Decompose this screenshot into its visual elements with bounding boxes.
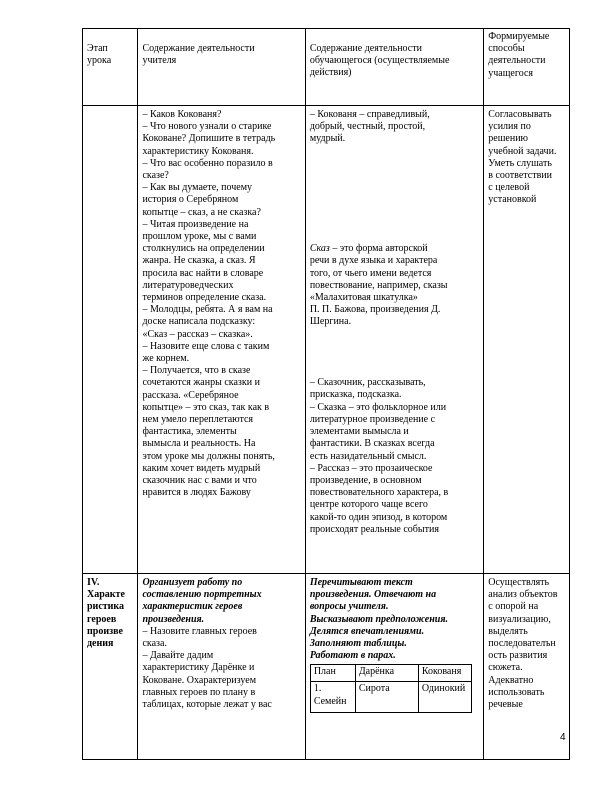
teacher-cell [138, 574, 305, 760]
teacher-text [142, 626, 300, 711]
text-line: главных героев по плану в [142, 686, 256, 698]
header-teacher: Содержание деятельности учителя [138, 29, 305, 106]
text-line: Коковане. Охарактеризуем [142, 674, 257, 686]
text-line: какой-то один эпизод, в котором [309, 511, 448, 523]
text-line: использовать [488, 686, 545, 698]
text-line: прошлом уроке, мы с вами [142, 231, 257, 243]
text-line: – Что вас особенно поразило в [142, 157, 273, 169]
text-line: вопросы учителя. [309, 601, 389, 613]
text-line: фантастика, элементы [142, 426, 237, 438]
lesson-plan-table [82, 28, 570, 760]
stage-cell [83, 574, 138, 760]
skills-text [488, 109, 565, 207]
page-number: 4 [560, 732, 566, 743]
text-line: произве [87, 625, 123, 637]
header-stage: Этап урока [83, 29, 138, 106]
text-line: Шергина. [309, 316, 352, 328]
skills-cell [484, 106, 570, 574]
text-line: этом уроке мы должны понять, [142, 450, 275, 462]
text-line: – Кокованя – справедливый, [309, 109, 430, 120]
text-line: таблицах, которые лежат у вас [142, 699, 272, 711]
text-line: анализ объектов [488, 589, 558, 601]
term-skaz: Сказ [309, 243, 330, 255]
text-line: «Малахитовая шкатулка» [309, 291, 418, 303]
stage-label [87, 577, 133, 650]
student-text-definitions [310, 377, 479, 536]
text-line: нравится в людях Бажову [142, 487, 251, 499]
table-row [83, 106, 570, 574]
text-line: ристика [87, 601, 125, 613]
text-line: есть назидательный смысл. [309, 450, 427, 462]
text-line: характеристику Дарёнке и [142, 662, 255, 674]
text-line: – Назовите еще слова с таким [142, 340, 270, 352]
text-line: Уметь слушать [488, 157, 552, 169]
text-line: сочетаются жанры сказки и [142, 377, 260, 389]
student-cell [305, 574, 483, 760]
col-darenka: Дарёнка [355, 665, 418, 682]
text-line: сюжета. [488, 662, 523, 674]
text-line: героев [87, 613, 117, 625]
cell-plan: 1. Семейн [310, 682, 355, 713]
text-line: Характе [87, 589, 125, 601]
text-line: рассказа. «Серебряное [142, 389, 239, 401]
text-line: IV. [87, 577, 100, 588]
text-line: – Читая произведение на [142, 218, 249, 230]
text-line: – Молодцы, ребята. А я вам на [142, 304, 273, 316]
text-line: сказе? [142, 170, 169, 182]
text-line: учебной задачи. [488, 145, 557, 157]
text-line: – Получается, что в сказе [142, 365, 251, 377]
table-row [83, 574, 570, 760]
text-line: нем умело переплетаются [142, 414, 254, 426]
text-line: Перечитывают текст [309, 577, 413, 588]
text-line: повествование, например, сказы [309, 279, 448, 291]
text-line: Согласовывать [488, 109, 552, 120]
teacher-text [142, 109, 300, 500]
student-cell [305, 106, 483, 574]
text-line: – Назовите главных героев [142, 625, 257, 637]
text-line: дения [87, 638, 114, 650]
text-line: – Давайте дадим [142, 650, 214, 662]
stage-cell [83, 106, 138, 574]
text-line: усилия по [488, 121, 531, 133]
text-line: просила вас найти в словаре [142, 267, 264, 279]
text-line: столкнулись на определении [142, 243, 265, 255]
text-line: Делятся впечатлениями. [309, 625, 425, 637]
text-line: характеристику Кокованя. [142, 145, 254, 157]
text-line: сказа. [142, 638, 167, 650]
text-line: речевые [488, 699, 523, 711]
text-line: того, от чьего имени ведется [309, 267, 432, 279]
text-line: Организует работу по [142, 577, 243, 588]
characteristics-table-row [310, 682, 471, 713]
text-line: Адекватно [488, 674, 534, 686]
student-text-skaz-definition: Сказ – это форма авторской речи в духе языка и характера того, от чьего имени ведется повествование, например, сказы «Малахитовая шкатулка» П. П. Бажова, произведения Д. Шергина. [310, 243, 479, 328]
text-line: Высказывают предположения. [309, 613, 448, 625]
text-line: – Как вы думаете, почему [142, 182, 253, 194]
text-line: в соответствии [488, 170, 552, 182]
text-line: фантастики. В сказках всегда [309, 438, 435, 450]
text-line: с целевой [488, 182, 530, 194]
text-line: сказочник нас с вами и что [142, 475, 257, 487]
text-line: ость развития [488, 650, 548, 662]
header-student: Содержание деятельности обучающегося (осуществляемые действия) [305, 29, 483, 106]
table-header-row [83, 29, 570, 106]
header-skills: Формируемые способы деятельности учащегося [484, 29, 570, 106]
text-line: происходят реальные события [309, 523, 439, 535]
text-line: копытце – сказ, а не сказка? [142, 206, 261, 218]
text-line: терминов определение сказа. [142, 292, 267, 304]
text-line: речи в духе языка и характера [309, 255, 438, 267]
text-line: установкой [488, 194, 537, 206]
text-line: литературное произведение с [309, 413, 436, 425]
text-line: Коковане? Допишите в тетрадь [142, 133, 276, 145]
text-line: последователън [488, 638, 556, 650]
text-line: копытце» – это сказ, так как в [142, 401, 270, 413]
text-line: – Сказочник, рассказывать, [309, 377, 426, 389]
col-plan: План [310, 665, 355, 682]
skills-cell [484, 574, 570, 760]
text-line: произведения. [142, 613, 205, 625]
text-line: «Сказ – рассказ – сказка». [142, 328, 253, 340]
text-line: Работают в парах. [309, 650, 396, 662]
text-line: составлению портретных [142, 589, 262, 601]
text-line: вымысла и реальность. На [142, 438, 256, 450]
cell-kokovanya: Одинокий [418, 682, 471, 713]
text-line: повествовательного характера, в [309, 487, 449, 499]
student-text-characteristics [310, 109, 479, 146]
text-line: Заполняют таблицы. [309, 638, 407, 650]
text-line: центре которого чаще всего [309, 499, 428, 511]
text-line: с опорой на [488, 601, 539, 613]
text-line: – Рассказ – это прозаическое [309, 462, 433, 474]
text-line: элементами вымысла и [309, 426, 409, 438]
text-line: жанра. Не сказка, а сказ. Я [142, 255, 256, 267]
text-line: же корнем. [142, 353, 190, 365]
characteristics-table-header [310, 665, 471, 682]
col-kokovanya: Кокованя [418, 665, 471, 682]
text-line: доске написала подсказку: [142, 316, 256, 328]
text-line: П. П. Бажова, произведения Д. [309, 304, 441, 316]
text-line: каким хочет видеть мудрый [142, 462, 261, 474]
teacher-activity-italic [142, 577, 300, 626]
text-line: – Что нового узнали о старике [142, 121, 272, 133]
text-line: мудрый. [309, 133, 346, 145]
text-line: литературоведческих [142, 279, 234, 291]
text-line: Осуществлять [488, 577, 550, 588]
text-line: история о Серебряном [142, 194, 239, 206]
cell-darenka: Сирота [355, 682, 418, 713]
text-line: произведение, в основном [309, 474, 422, 486]
text-line: – Сказка – это фольклорное или [309, 401, 447, 413]
student-activity-italic [310, 577, 479, 662]
text-line: произведения. Отвечают на [309, 589, 437, 601]
text-line: визуализацию, [488, 613, 551, 625]
skills-text [488, 577, 565, 711]
text-line: присказка, подсказка. [309, 389, 402, 401]
text-line: решению [488, 133, 529, 145]
text-line: – Каков Кокованя? [142, 109, 222, 120]
teacher-cell [138, 106, 305, 574]
text-line: характеристик героев [142, 601, 243, 613]
characteristics-table [310, 664, 472, 713]
text-line: выделять [488, 625, 528, 637]
text-line: добрый, честный, простой, [309, 121, 426, 133]
